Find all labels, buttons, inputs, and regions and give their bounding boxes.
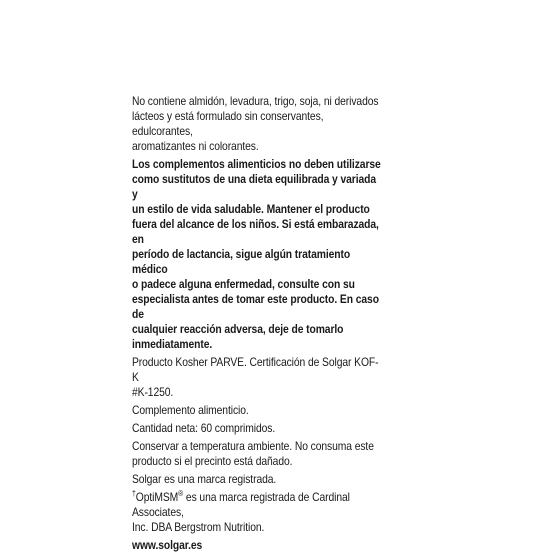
label-text-block xyxy=(132,94,381,556)
trademark-notice: Solgar es una marca registrada. xyxy=(132,472,277,486)
optimsm-trademark-notice xyxy=(132,490,381,535)
storage-instructions: Conservar a temperatura ambiente. No consuma este producto si el precinto está dañado. xyxy=(132,439,374,468)
warning-text: Los complementos alimenticios no deben utilizarse como sustitutos de una dieta equilibrada y variada y un estilo de vida saludable. Mantener el producto fuera del alcance de los niños. Si está embarazada, en período de lactancia, sigue algún tratamiento médico o padece alguna enfermedad, consulte con su especialista antes de tomar este producto. En caso de cualquier reacción adversa, deje de tomarlo inmediatamente. xyxy=(132,157,381,351)
dagger-mark: † xyxy=(132,489,136,498)
optimsm-name: OptiMSM xyxy=(135,490,179,504)
ingredients-note: No contiene almidón, levadura, trigo, soja, ni derivados lácteos y está formulado sin conservantes, edulcorantes, aromatizantes ni colorantes. xyxy=(132,94,379,153)
supplement-type: Complemento alimenticio. xyxy=(132,403,249,417)
website-link[interactable]: www.solgar.es xyxy=(132,538,203,552)
registered-mark: ® xyxy=(178,489,184,498)
optimsm-text: es una marca registrada de Cardinal Associates, Inc. DBA Bergstrom Nutrition. xyxy=(132,490,350,534)
net-quantity: Cantidad neta: 60 comprimidos. xyxy=(132,421,276,435)
kosher-certification: Producto Kosher PARVE. Certificación de Solgar KOF-K #K-1250. xyxy=(132,355,379,399)
